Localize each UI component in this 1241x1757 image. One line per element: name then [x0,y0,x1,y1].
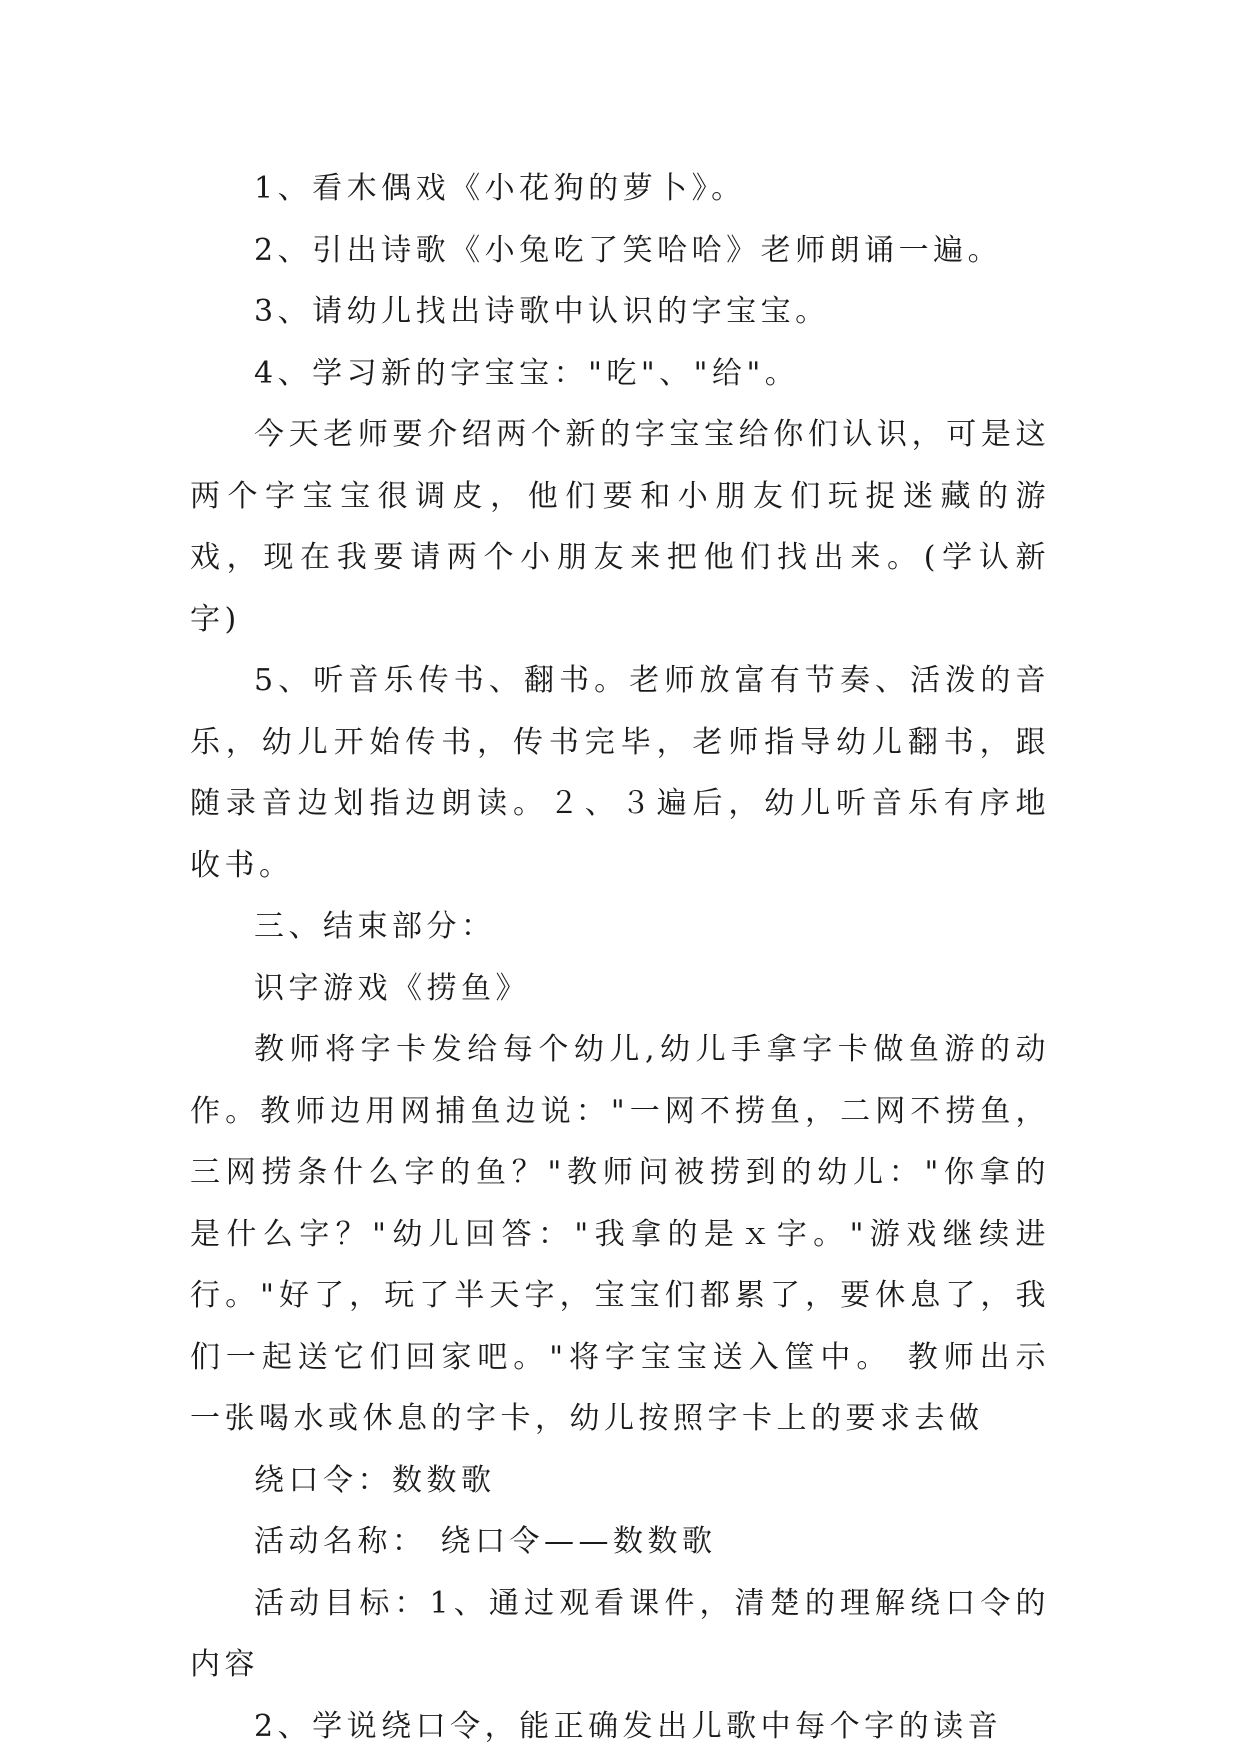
paragraph-step-5: 5、听音乐传书、翻书。老师放富有节奏、活泼的音乐，幼儿开始传书，传书完毕，老师指导幼儿翻书，跟随录音边划指边朗读。２、３遍后，幼儿听音乐有序地收书。 [190,650,1050,896]
section-heading-ending: 三、结束部分： [190,896,1050,958]
game-title: 识字游戏《捞鱼》 [190,958,1050,1020]
tongue-twister-title: 绕口令：数数歌 [190,1450,1050,1512]
paragraph-step-1: 1、看木偶戏《小花狗的萝卜》。 [190,158,1050,220]
activity-goal-2: 2、学说绕口令，能正确发出儿歌中每个字的读音 [190,1696,1050,1757]
document-body [190,158,1050,1757]
paragraph-step-4: 4、学习新的字宝宝："吃"、"给"。 [190,343,1050,405]
paragraph-step-2: 2、引出诗歌《小兔吃了笑哈哈》老师朗诵一遍。 [190,220,1050,282]
paragraph-game-description: 教师将字卡发给每个幼儿,幼儿手拿字卡做鱼游的动作。教师边用网捕鱼边说："一网不捞鱼，二网不捞鱼，三网捞条什么字的鱼？"教师问被捞到的幼儿："你拿的是什么字？"幼儿回答："我拿的是ｘ字。"游戏继续进行。"好了，玩了半天字，宝宝们都累了，要休息了，我们一起送它们回家吧。"将字宝宝送入筐中。 教师出示一张喝水或休息的字卡，幼儿按照字卡上的要求去做 [190,1019,1050,1450]
activity-goal-1: 活动目标：1、通过观看课件，清楚的理解绕口令的内容 [190,1573,1050,1696]
paragraph-step-3: 3、请幼儿找出诗歌中认识的字宝宝。 [190,281,1050,343]
paragraph-teacher-intro: 今天老师要介绍两个新的字宝宝给你们认识，可是这两个字宝宝很调皮，他们要和小朋友们玩捉迷藏的游戏，现在我要请两个小朋友来把他们找出来。(学认新字) [190,404,1050,650]
activity-name: 活动名称： 绕口令——数数歌 [190,1511,1050,1573]
